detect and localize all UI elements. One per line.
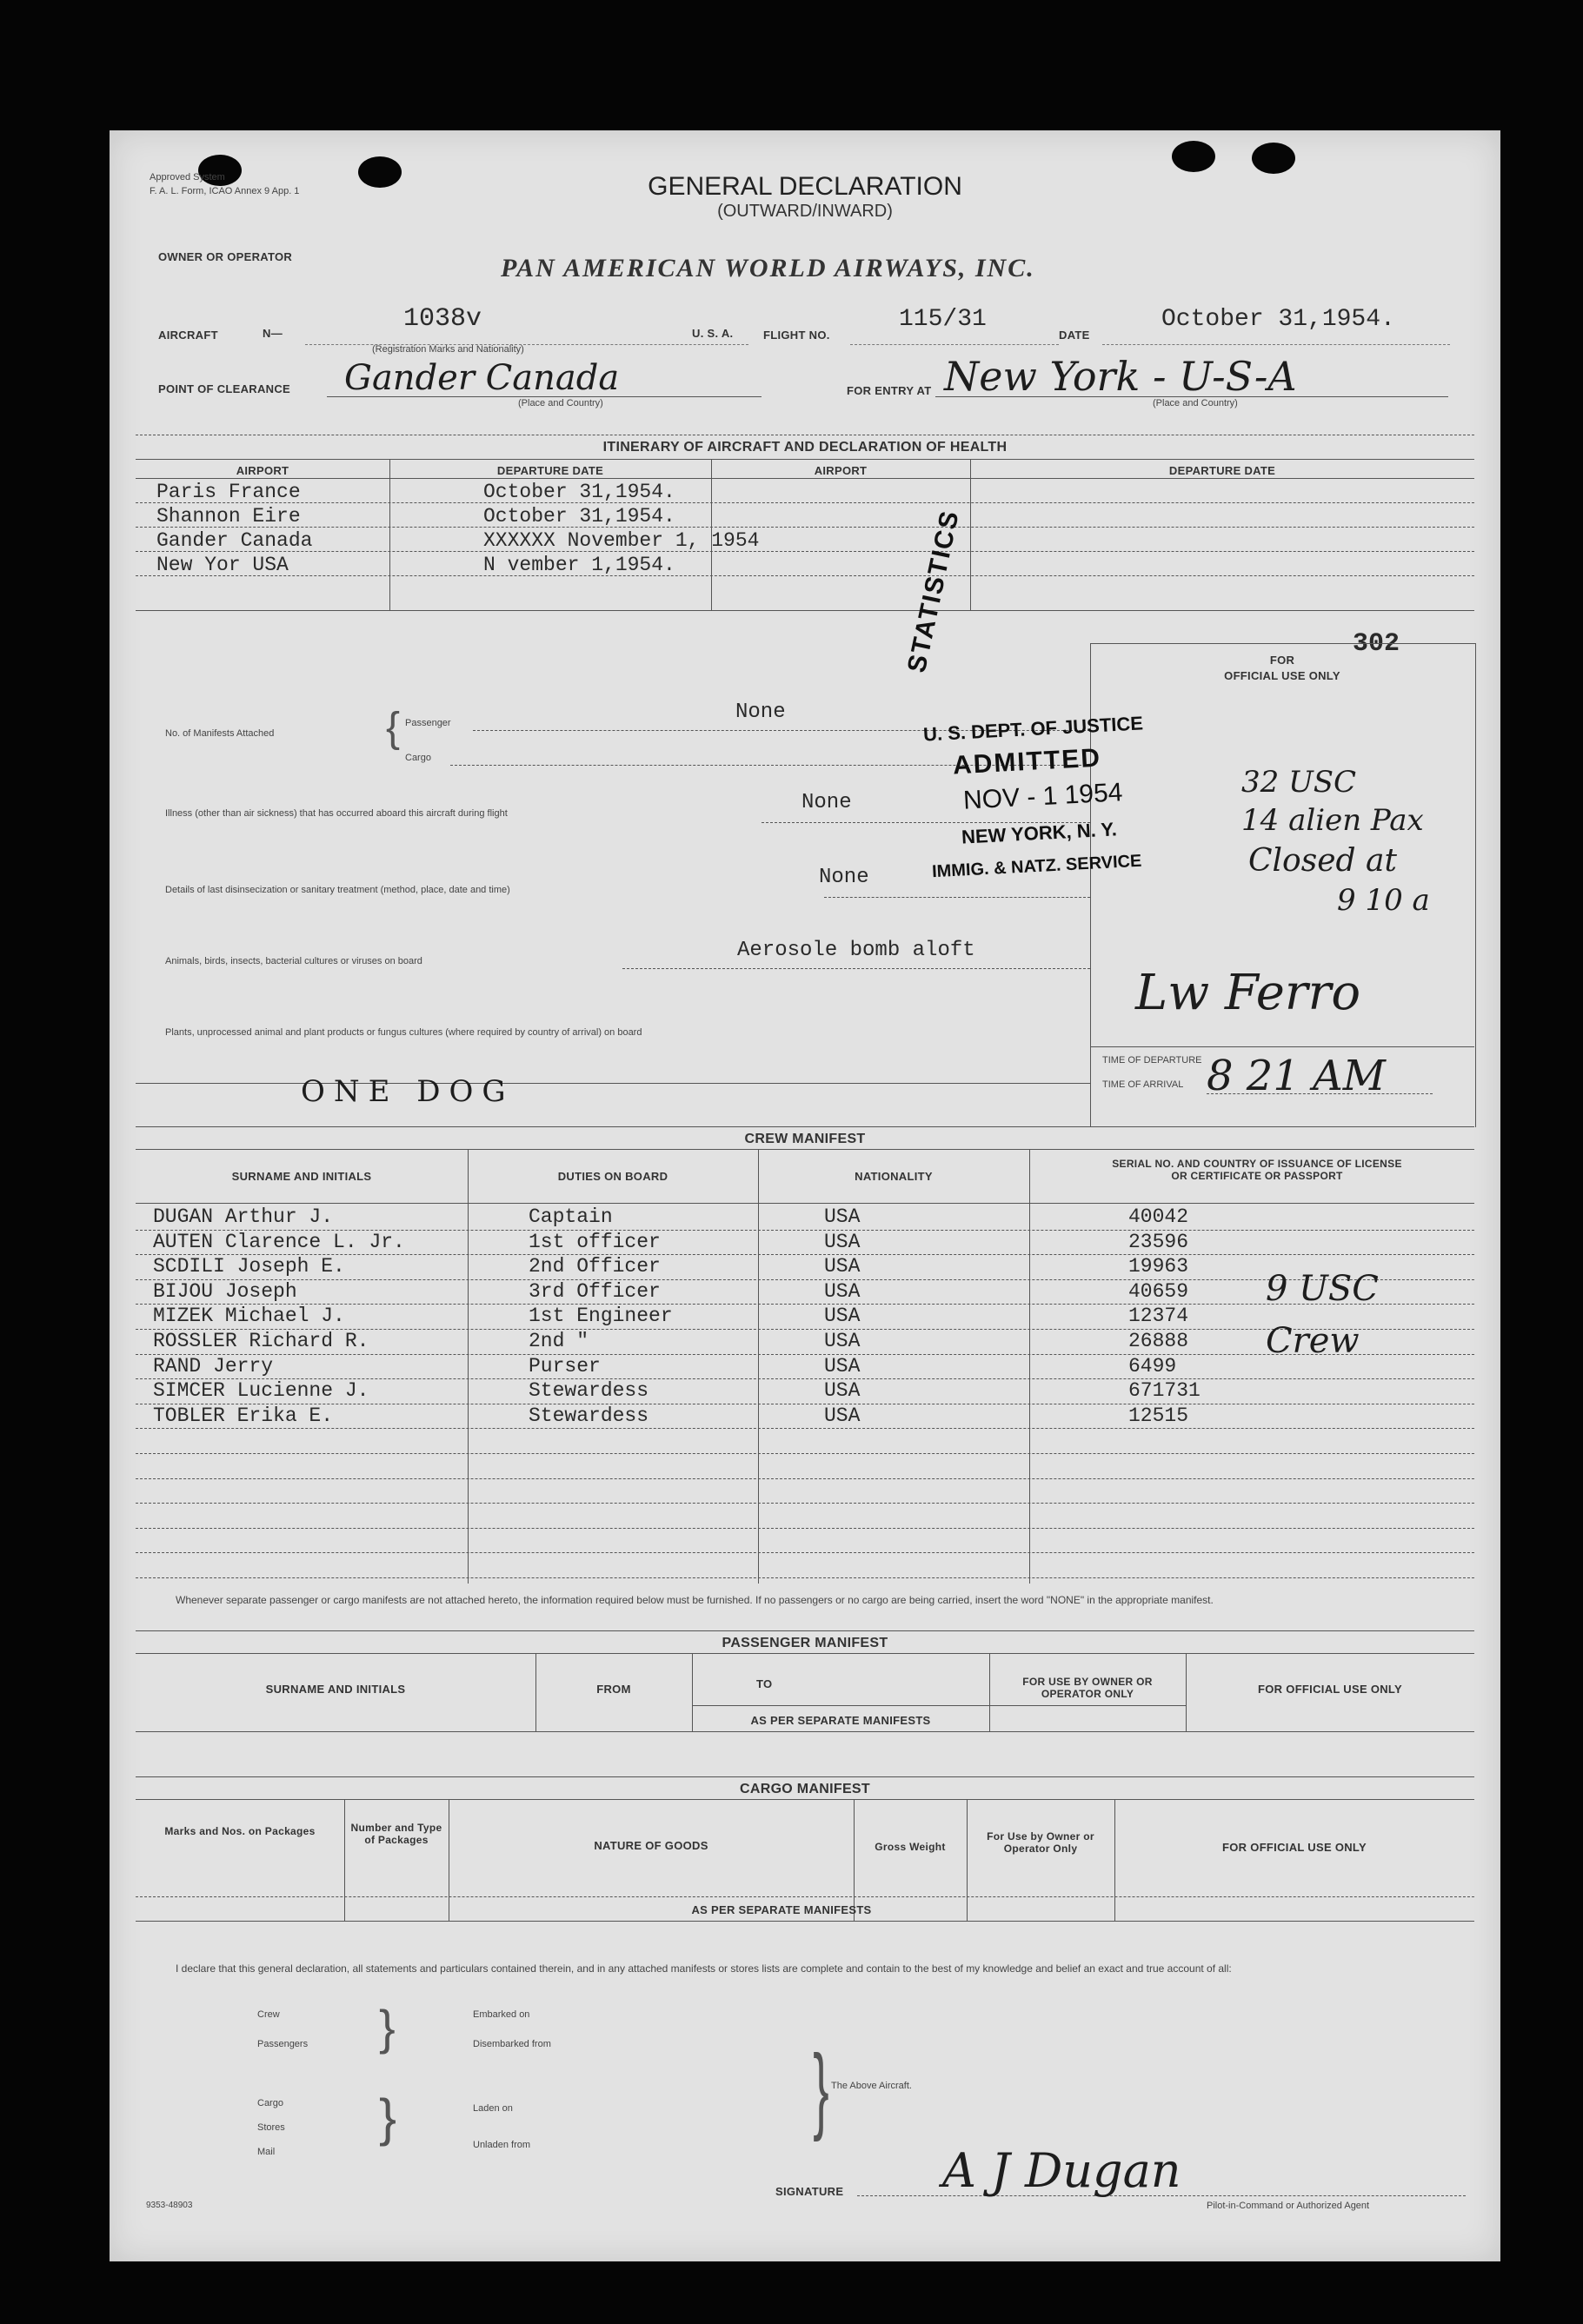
pilot-caption: Pilot-in-Command or Authorized Agent bbox=[1207, 2201, 1370, 2211]
crew-serial: 19963 bbox=[1128, 1255, 1189, 1278]
passenger-header-from: FROM bbox=[596, 1683, 631, 1696]
crew-name: AUTEN Clarence L. Jr. bbox=[153, 1231, 405, 1253]
brace: } bbox=[379, 2000, 396, 2055]
time-departure-label: TIME OF DEPARTURE bbox=[1102, 1055, 1202, 1066]
crew-duty: Captain bbox=[529, 1205, 613, 1228]
crew-duty: 2nd " bbox=[529, 1330, 589, 1352]
owner-value: PAN AMERICAN WORLD AIRWAYS, INC. bbox=[501, 254, 1035, 282]
cargo-separate: AS PER SEPARATE MANIFESTS bbox=[691, 1903, 872, 1916]
itin-date: N vember 1,1954. bbox=[483, 554, 675, 576]
disinsect-value: None bbox=[819, 866, 869, 889]
clearance-caption: (Place and Country) bbox=[518, 398, 603, 408]
usa-label: U. S. A. bbox=[692, 327, 734, 340]
animals-value: Aerosole bomb aloft bbox=[737, 939, 975, 962]
footer-stores: Stores bbox=[257, 2122, 285, 2133]
itin-airport: Gander Canada bbox=[156, 529, 313, 552]
crew-serial: 40659 bbox=[1128, 1280, 1189, 1303]
crew-nat: USA bbox=[824, 1330, 861, 1352]
aircraft-n-label: N— bbox=[263, 327, 283, 340]
crew-serial: 12374 bbox=[1128, 1305, 1189, 1327]
clearance-value: Gander Canada bbox=[344, 358, 620, 398]
approved-label: Approved System bbox=[150, 172, 225, 183]
form-title: GENERAL DECLARATION bbox=[648, 172, 962, 201]
footer-unladen: Unladen from bbox=[473, 2140, 531, 2150]
cargo-header-owner: For Use by Owner or Operator Only bbox=[987, 1830, 1094, 1855]
cargo-title: CARGO MANIFEST bbox=[740, 1782, 870, 1796]
crew-duty: 3rd Officer bbox=[529, 1280, 661, 1303]
crew-name: RAND Jerry bbox=[153, 1355, 274, 1378]
plants-label: Plants, unprocessed animal and plant products or fungus cultures (where required by country of arrival) on board bbox=[165, 1027, 642, 1038]
crew-note-2: Crew bbox=[1266, 1321, 1360, 1361]
crew-nat: USA bbox=[824, 1305, 861, 1327]
footer-crew: Crew bbox=[257, 2009, 280, 2020]
animals-label: Animals, birds, insects, bacterial cultures or viruses on board bbox=[165, 956, 422, 966]
crew-name: TOBLER Erika E. bbox=[153, 1404, 334, 1427]
passenger-manifest-label: Passenger bbox=[405, 718, 451, 728]
itin-header-date: DEPARTURE DATE bbox=[496, 464, 604, 477]
punch-hole bbox=[1172, 141, 1215, 172]
approved-ref: F. A. L. Form, ICAO Annex 9 App. 1 bbox=[150, 186, 300, 196]
crew-nat: USA bbox=[824, 1379, 861, 1402]
disinsect-label: Details of last disinsecization or sanitary treatment (method, place, date and time) bbox=[165, 885, 510, 895]
crew-nat: USA bbox=[824, 1355, 861, 1378]
passenger-header-owner: FOR USE BY OWNER OR OPERATOR ONLY bbox=[1022, 1676, 1153, 1700]
crew-title: CREW MANIFEST bbox=[744, 1132, 866, 1146]
signature-label: SIGNATURE bbox=[775, 2185, 844, 2198]
entry-caption: (Place and Country) bbox=[1153, 398, 1238, 408]
brace: } bbox=[813, 2035, 829, 2142]
cargo-manifest-label: Cargo bbox=[405, 753, 431, 763]
crew-serial: 40042 bbox=[1128, 1205, 1189, 1228]
crew-name: MIZEK Michael J. bbox=[153, 1305, 345, 1327]
flight-date: October 31,1954. bbox=[1161, 306, 1395, 333]
official-note-2: 14 alien Pax bbox=[1241, 803, 1424, 838]
crew-nat: USA bbox=[824, 1280, 861, 1303]
crew-serial: 12515 bbox=[1128, 1404, 1189, 1427]
passenger-title: PASSENGER MANIFEST bbox=[722, 1636, 888, 1650]
footer-passengers: Passengers bbox=[257, 2039, 309, 2049]
manifest-notice: Whenever separate passenger or cargo manifests are not attached hereto, the information required below must be furnished. If no passengers or no cargo are being carried, insert the word "NONE" in the appropriate manifest. bbox=[176, 1594, 1214, 1606]
clearance-label: POINT OF CLEARANCE bbox=[158, 382, 291, 395]
itinerary-number: 302 bbox=[1353, 629, 1400, 659]
itin-date: XXXXXX November 1, 1954 bbox=[483, 529, 760, 552]
crew-duty: Stewardess bbox=[529, 1404, 649, 1427]
time-arrival-value: 8 21 AM bbox=[1207, 1052, 1386, 1100]
brace: { bbox=[386, 705, 401, 751]
flight-number: 115/31 bbox=[899, 306, 987, 333]
owner-label: OWNER OR OPERATOR bbox=[158, 250, 293, 263]
passenger-separate: AS PER SEPARATE MANIFESTS bbox=[750, 1714, 931, 1727]
passenger-header-to: TO bbox=[756, 1677, 773, 1690]
crew-serial: 26888 bbox=[1128, 1330, 1189, 1352]
stamp-city: NEW YORK, N. Y. bbox=[961, 818, 1118, 848]
crew-name: DUGAN Arthur J. bbox=[153, 1205, 334, 1228]
illness-value: None bbox=[801, 791, 852, 814]
footer-cargo: Cargo bbox=[257, 2098, 283, 2108]
entry-label: FOR ENTRY AT bbox=[847, 384, 932, 397]
crew-nat: USA bbox=[824, 1255, 861, 1278]
stamp-admitted: ADMITTED bbox=[952, 743, 1102, 780]
cargo-header-weight: Gross Weight bbox=[875, 1841, 946, 1853]
itin-airport: Shannon Eire bbox=[156, 505, 301, 528]
cargo-header-marks: Marks and Nos. on Packages bbox=[164, 1825, 316, 1837]
statistics-stamp: STATISTICS bbox=[902, 507, 965, 675]
crew-nat: USA bbox=[824, 1231, 861, 1253]
footer-embarked: Embarked on bbox=[473, 2009, 530, 2020]
illness-label: Illness (other than air sickness) that has occurred aboard this aircraft during flight bbox=[165, 808, 508, 819]
punch-hole bbox=[358, 156, 402, 188]
itin-airport: New Yor USA bbox=[156, 554, 289, 576]
declaration-text: I declare that this general declaration, all statements and particulars contained therein, and in any attached manifests or stores lists are complete and contain to the best of my knowledge and belief an exact and true account of all: bbox=[176, 1962, 1232, 1975]
itin-airport: Paris France bbox=[156, 481, 301, 503]
crew-header-duty: DUTIES ON BOARD bbox=[557, 1170, 668, 1183]
crew-name: BIJOU Joseph bbox=[153, 1280, 297, 1303]
form-number: 9353-48903 bbox=[146, 2201, 193, 2210]
official-note-1: 32 USC bbox=[1241, 765, 1357, 800]
crew-header-serial: SERIAL NO. AND COUNTRY OF ISSUANCE OF LICENSE OR CERTIFICATE OR PASSPORT bbox=[1112, 1158, 1402, 1182]
crew-duty: 1st officer bbox=[529, 1231, 661, 1253]
official-note-3: Closed at bbox=[1248, 843, 1397, 879]
brace: } bbox=[379, 2088, 397, 2147]
stamp-service: IMMIG. & NATZ. SERVICE bbox=[931, 851, 1142, 882]
crew-serial: 671731 bbox=[1128, 1379, 1201, 1402]
crew-header-nationality: NATIONALITY bbox=[855, 1170, 933, 1183]
crew-duty: Purser bbox=[529, 1355, 601, 1378]
crew-name: SCDILI Joseph E. bbox=[153, 1255, 345, 1278]
manifests-label: No. of Manifests Attached bbox=[165, 728, 275, 739]
itin-header-airport-2: AIRPORT bbox=[814, 464, 868, 477]
date-label: DATE bbox=[1059, 329, 1090, 342]
crew-note-1: 9 USC bbox=[1266, 1269, 1379, 1309]
crew-name: SIMCER Lucienne J. bbox=[153, 1379, 369, 1402]
stamp-date: NOV - 1 1954 bbox=[962, 778, 1124, 815]
entry-value: New York - U-S-A bbox=[944, 353, 1297, 400]
itinerary-title: ITINERARY OF AIRCRAFT AND DECLARATION OF HEALTH bbox=[602, 440, 1008, 455]
itin-header-date-2: DEPARTURE DATE bbox=[1168, 464, 1276, 477]
crew-nat: USA bbox=[824, 1404, 861, 1427]
declaration-sheet bbox=[110, 130, 1500, 2261]
cargo-header-goods: NATURE OF GOODS bbox=[594, 1839, 708, 1852]
crew-duty: Stewardess bbox=[529, 1379, 649, 1402]
cargo-header-official: FOR OFFICIAL USE ONLY bbox=[1222, 1841, 1367, 1854]
pilot-signature: A J Dugan bbox=[942, 2143, 1181, 2198]
crew-serial: 6499 bbox=[1128, 1355, 1177, 1378]
cargo-header-number: Number and Type of Packages bbox=[350, 1822, 442, 1846]
official-signature: Lw Ferro bbox=[1135, 965, 1361, 1021]
footer-laden: Laden on bbox=[473, 2103, 513, 2114]
official-note-4: 9 10 a bbox=[1337, 883, 1430, 918]
itin-header-airport: AIRPORT bbox=[236, 464, 289, 477]
plants-value: ONE DOG bbox=[301, 1074, 515, 1109]
stamp-dept: U. S. DEPT. OF JUSTICE bbox=[922, 712, 1144, 746]
official-header-2: OFFICIAL USE ONLY bbox=[1224, 669, 1340, 682]
crew-nat: USA bbox=[824, 1205, 861, 1228]
itin-date: October 31,1954. bbox=[483, 481, 675, 503]
crew-duty: 2nd Officer bbox=[529, 1255, 661, 1278]
official-header-1: FOR bbox=[1269, 654, 1295, 667]
crew-header-name: SURNAME AND INITIALS bbox=[231, 1170, 372, 1183]
form-subtitle: (OUTWARD/INWARD) bbox=[717, 202, 893, 221]
punch-hole bbox=[1252, 143, 1295, 174]
itin-date: October 31,1954. bbox=[483, 505, 675, 528]
footer-above-aircraft: The Above Aircraft. bbox=[831, 2081, 912, 2091]
footer-mail: Mail bbox=[257, 2147, 276, 2157]
aircraft-label: AIRCRAFT bbox=[158, 329, 218, 342]
crew-duty: 1st Engineer bbox=[529, 1305, 673, 1327]
passenger-header-name: SURNAME AND INITIALS bbox=[265, 1683, 406, 1696]
footer-disembarked: Disembarked from bbox=[473, 2039, 551, 2049]
crew-serial: 23596 bbox=[1128, 1231, 1189, 1253]
passenger-manifest-value: None bbox=[735, 701, 786, 724]
aircraft-registration: 1038v bbox=[403, 304, 482, 334]
time-arrival-label: TIME OF ARRIVAL bbox=[1102, 1079, 1184, 1090]
registration-caption: (Registration Marks and Nationality) bbox=[372, 344, 524, 355]
passenger-header-official: FOR OFFICIAL USE ONLY bbox=[1258, 1683, 1402, 1696]
crew-name: ROSSLER Richard R. bbox=[153, 1330, 369, 1352]
flight-label: FLIGHT NO. bbox=[763, 329, 830, 342]
